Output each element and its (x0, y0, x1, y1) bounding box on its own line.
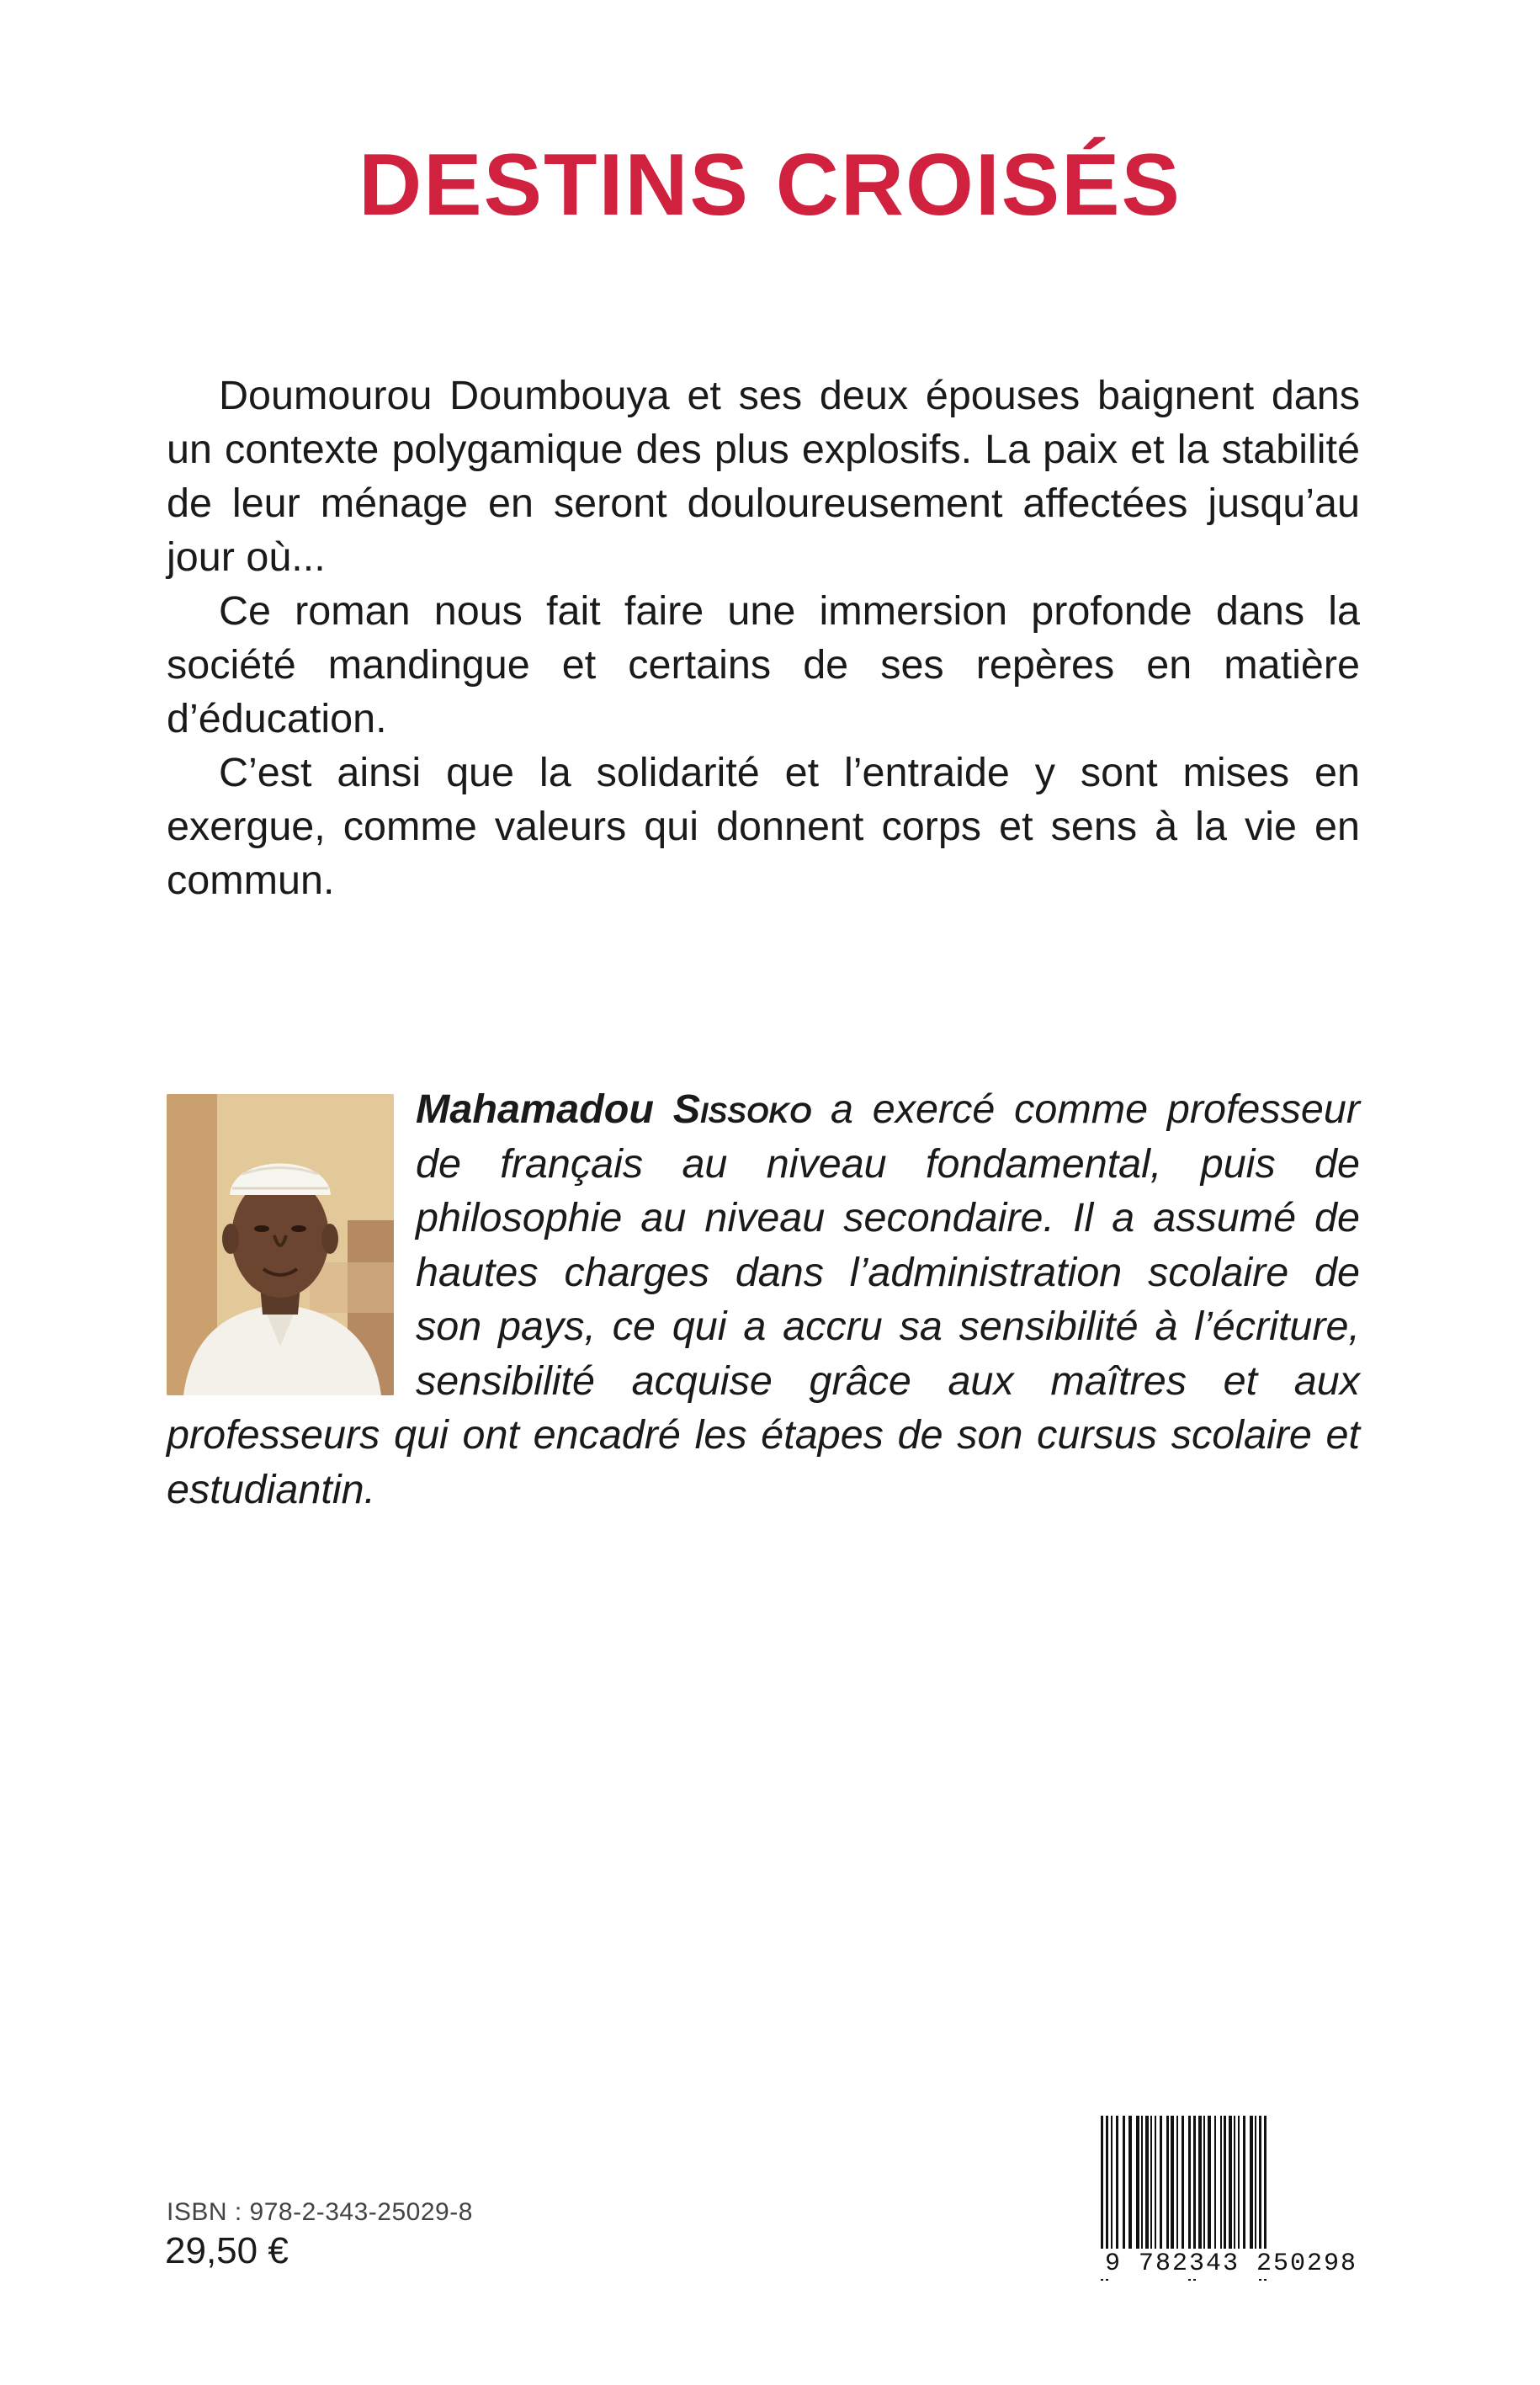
barcode-bar (1160, 2116, 1162, 2249)
barcode-bar (1182, 2116, 1184, 2249)
author-last-name: Sissoko (672, 1086, 812, 1132)
barcode-bar (1136, 2116, 1139, 2249)
barcode-bar (1145, 2116, 1149, 2249)
barcode-bar (1155, 2116, 1156, 2249)
barcode-bar (1166, 2116, 1169, 2249)
author-bio (167, 1082, 1360, 1517)
barcode-bar (1128, 2116, 1132, 2249)
barcode-bar (1150, 2116, 1152, 2249)
barcode-bar (1224, 2116, 1226, 2249)
barcode-bar (1255, 2116, 1256, 2249)
barcode-bar (1243, 2116, 1245, 2249)
isbn: ISBN : 978-2-343-25029-8 (167, 2198, 473, 2226)
barcode-bar (1208, 2116, 1211, 2249)
barcode-bar (1116, 2116, 1118, 2249)
author-photo (167, 1094, 394, 1395)
barcode-bar (1176, 2116, 1178, 2249)
barcode-bar (1220, 2116, 1222, 2249)
author-portrait-illustration (167, 1094, 394, 1395)
author-bio-body: a exercé comme professeur de français au niveau fondamental, puis de philosophie au niveau secondaire. Il a assumé de hautes charges dans l’administration scolaire de son pays, ce qui a accru sa sensibilité à l’écriture, sensibilité acquise grâce aux maîtres et aux professeurs qui ont encadré les étapes de son cursus scolaire et estudiantin. (167, 1086, 1360, 1512)
blurb-paragraph: Doumourou Doumbouya et ses deux épouses baignent dans un contexte polygamique des plus explosifs. La paix et la stabilité de leur ménage en seront douloureusement affectées jusqu’au jour où... (167, 373, 1360, 580)
blurb-paragraph: C’est ainsi que la solidarité et l’entraide y sont mises en exergue, comme valeurs qui donnent corps et sens à la vie en commun. (167, 750, 1360, 903)
barcode-bar (1111, 2116, 1113, 2249)
barcode-bar (1214, 2116, 1216, 2249)
barcode-bar (1234, 2116, 1235, 2249)
barcode-bar (1123, 2116, 1125, 2249)
book-blurb (167, 369, 1360, 907)
book-title: DESTINS CROISÉS (358, 136, 1182, 234)
blurb-paragraph: Ce roman nous fait faire une immersion profonde dans la société mandingue et certains de ses repères en matière d’éducation. (167, 588, 1360, 741)
barcode-bar (1198, 2116, 1202, 2249)
barcode-bar (1203, 2116, 1205, 2249)
barcode-bar (1229, 2116, 1232, 2249)
barcode-digits: 9 782343 250298 (1097, 2249, 1365, 2279)
price: 29,50 € (165, 2230, 289, 2271)
barcode-bar (1171, 2116, 1174, 2249)
barcode-bar (1250, 2116, 1253, 2249)
barcode-bar (1238, 2116, 1240, 2249)
author-first-name: Mahamadou (416, 1086, 654, 1132)
barcode-bar (1141, 2116, 1143, 2249)
